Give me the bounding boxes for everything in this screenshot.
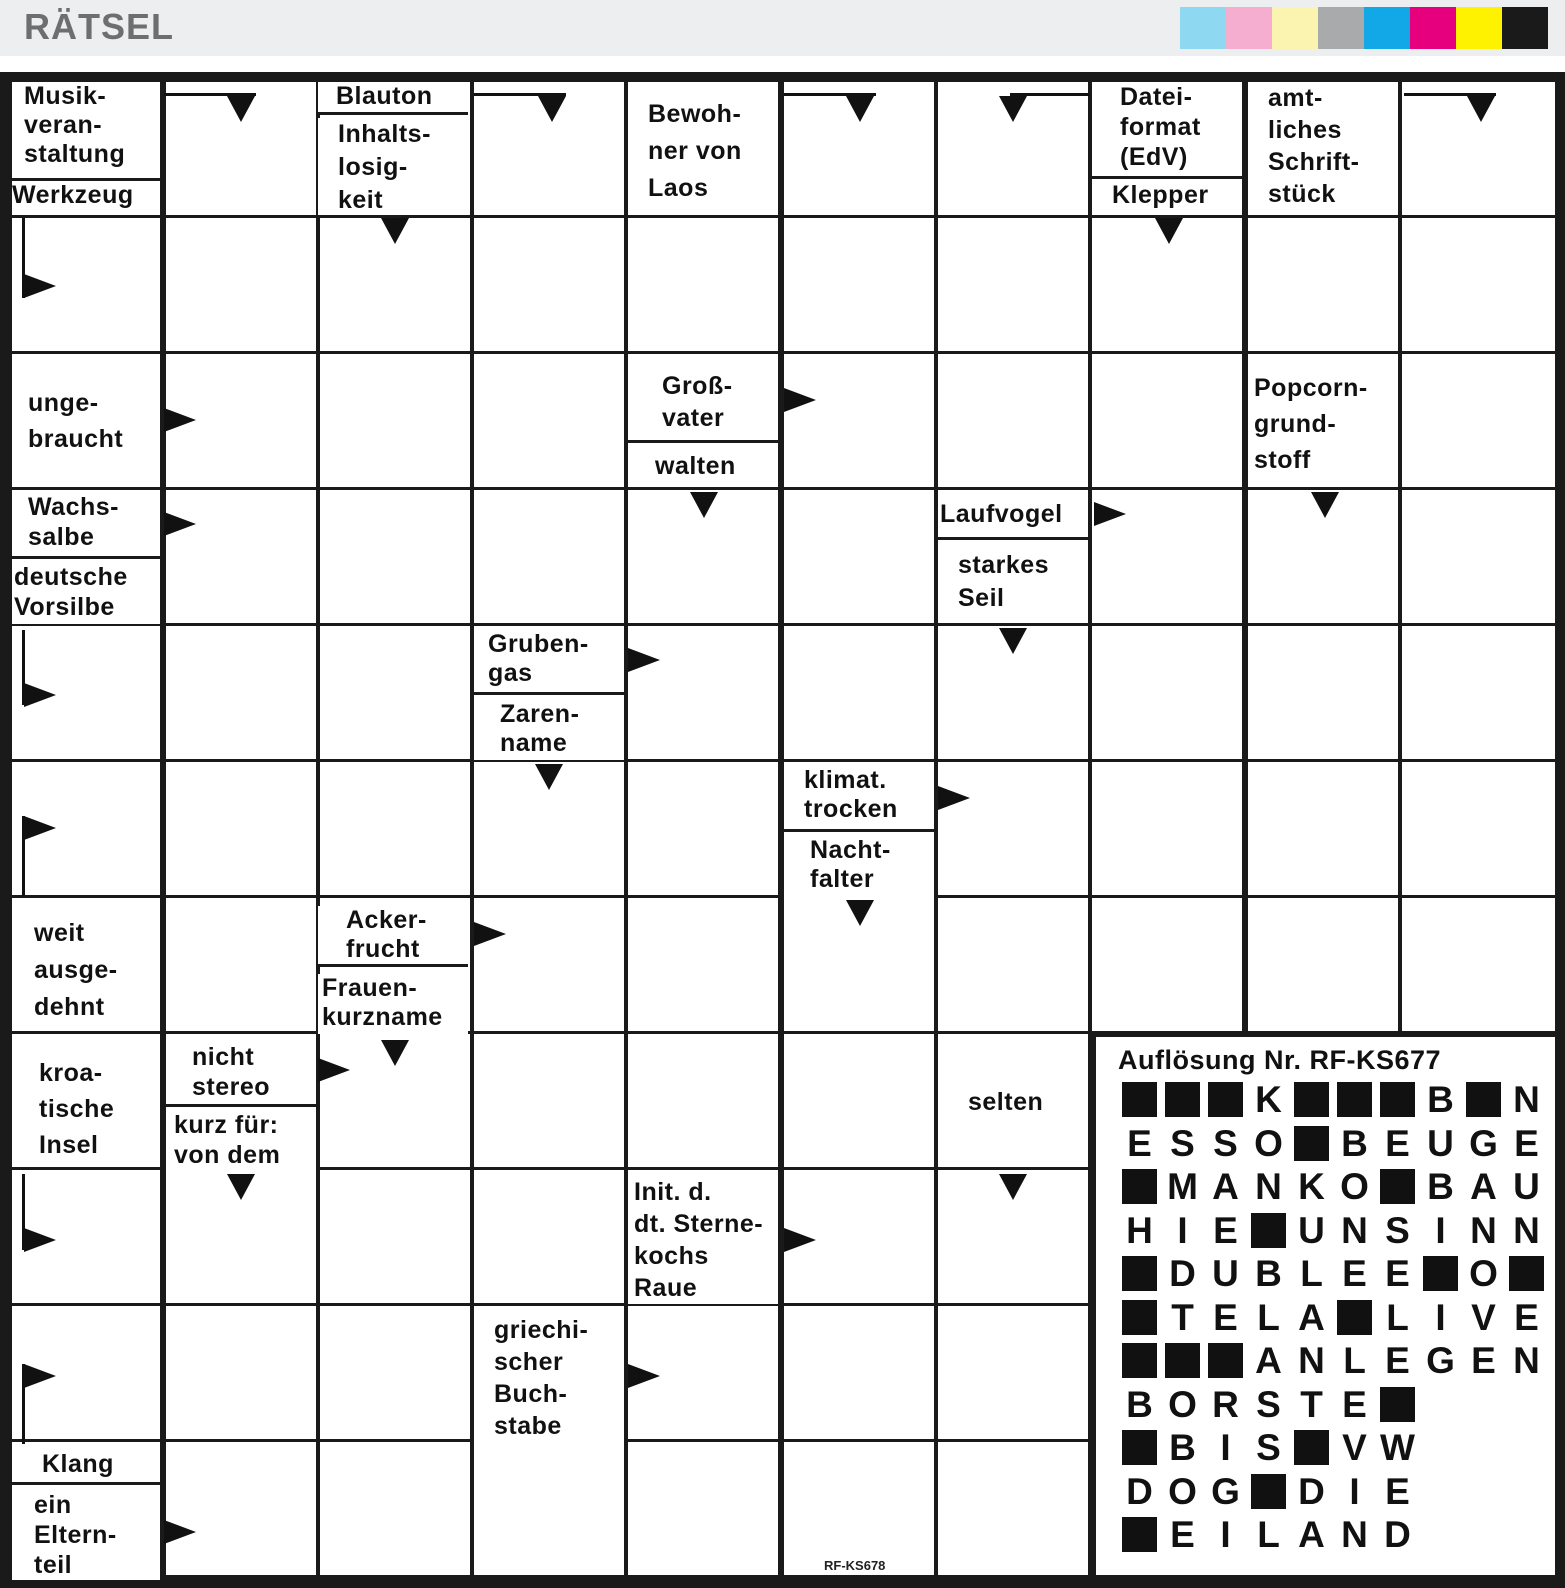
clue-divider bbox=[628, 440, 778, 443]
clue-divider bbox=[166, 1104, 316, 1107]
grid-cell[interactable] bbox=[938, 354, 1088, 487]
solution-letter: A bbox=[1470, 1166, 1497, 1207]
grid-cell[interactable] bbox=[1402, 218, 1555, 351]
grid-cell[interactable] bbox=[166, 1442, 316, 1575]
clue-ungebraucht: unge- braucht bbox=[12, 385, 160, 465]
arrow-down-icon bbox=[1155, 218, 1183, 244]
solution-row bbox=[1118, 1209, 1548, 1251]
grid-cell[interactable] bbox=[1092, 762, 1242, 895]
solution-letter: S bbox=[1256, 1383, 1281, 1425]
clue-nachtfalter: Nacht- falter bbox=[784, 836, 934, 898]
arrow-lead-line bbox=[22, 1364, 25, 1444]
grid-cell[interactable] bbox=[938, 898, 1088, 1031]
grid-cell[interactable] bbox=[938, 1442, 1088, 1575]
clue-ein-elternteil: ein Eltern- teil bbox=[12, 1490, 160, 1580]
solution-letter: E bbox=[1471, 1340, 1496, 1381]
solution-letter: M bbox=[1167, 1166, 1198, 1207]
clue-wachssalbe: Wachs- salbe bbox=[12, 492, 160, 554]
clue-klang: Klang bbox=[12, 1450, 160, 1482]
grid-cell[interactable] bbox=[784, 1034, 934, 1167]
grid-cell[interactable] bbox=[784, 218, 934, 351]
grid-cell[interactable] bbox=[320, 354, 470, 487]
arrow-lead-line bbox=[22, 816, 25, 896]
solution-black-square bbox=[1509, 1256, 1544, 1291]
grid-cell[interactable] bbox=[474, 1034, 624, 1167]
grid-cell[interactable] bbox=[1092, 354, 1242, 487]
solution-letter: W bbox=[1380, 1427, 1415, 1468]
color-swatch bbox=[1410, 7, 1456, 49]
solution-letter: R bbox=[1212, 1383, 1239, 1425]
solution-row bbox=[1118, 1470, 1419, 1512]
solution-letter: E bbox=[1170, 1514, 1195, 1555]
solution-letter: I bbox=[1435, 1209, 1446, 1251]
grid-cell[interactable] bbox=[1402, 354, 1555, 487]
grid-cell[interactable] bbox=[474, 1442, 624, 1575]
clue-divider bbox=[12, 556, 160, 559]
solution-letter: B bbox=[1427, 1166, 1454, 1207]
solution-letter: B bbox=[1341, 1122, 1368, 1164]
solution-letter: U bbox=[1212, 1253, 1239, 1294]
grid-cell[interactable] bbox=[938, 1306, 1088, 1439]
solution-letter: E bbox=[1127, 1122, 1152, 1164]
grid-cell[interactable] bbox=[320, 1170, 470, 1303]
solution-letter: O bbox=[1254, 1122, 1283, 1164]
grid-cell[interactable] bbox=[1402, 490, 1555, 623]
clue-griechischer-buchstabe: griechi- scher Buch- stabe bbox=[474, 1314, 624, 1442]
arrow-lead-line bbox=[22, 1174, 25, 1250]
arrow-right-icon bbox=[24, 683, 56, 707]
solution-letter: T bbox=[1171, 1296, 1194, 1338]
solution-black-square bbox=[1294, 1430, 1329, 1465]
clue-grossvater: Groß- vater bbox=[628, 370, 778, 438]
solution-letter: L bbox=[1257, 1514, 1280, 1555]
solution-letter: U bbox=[1513, 1166, 1540, 1207]
solution-letter: A bbox=[1212, 1166, 1239, 1207]
page-title: RÄTSEL bbox=[24, 6, 174, 47]
clue-inhaltslosigkeit: Inhalts- losig- keit bbox=[318, 118, 468, 215]
arrow-lead-line bbox=[784, 93, 876, 96]
solution-letter: E bbox=[1385, 1253, 1410, 1294]
grid-cell[interactable] bbox=[1248, 218, 1398, 351]
arrow-down-icon bbox=[690, 492, 718, 518]
solution-row bbox=[1118, 1427, 1419, 1468]
grid-cell[interactable] bbox=[784, 354, 934, 487]
solution-letter: B bbox=[1427, 1079, 1454, 1120]
solution-black-square bbox=[1122, 1256, 1157, 1291]
solution-black-square bbox=[1380, 1082, 1415, 1117]
solution-black-square bbox=[1165, 1082, 1200, 1117]
clue-dateiformat: Datei- format (EdV) bbox=[1092, 82, 1242, 175]
solution-letter: S bbox=[1385, 1209, 1410, 1251]
grid-cell[interactable] bbox=[938, 218, 1088, 351]
color-swatch bbox=[1272, 7, 1318, 49]
solution-letter: A bbox=[1298, 1296, 1325, 1338]
solution-letter: A bbox=[1255, 1340, 1282, 1381]
solution-black-square bbox=[1122, 1517, 1157, 1552]
solution-letter: T bbox=[1300, 1383, 1323, 1425]
arrow-down-icon bbox=[999, 96, 1027, 122]
arrow-down-icon bbox=[1311, 492, 1339, 518]
arrow-down-icon bbox=[1467, 96, 1495, 122]
solution-letter: E bbox=[1385, 1470, 1410, 1512]
color-swatch bbox=[1226, 7, 1272, 49]
arrow-lead-line bbox=[22, 218, 25, 298]
solution-letter: B bbox=[1255, 1253, 1282, 1294]
color-swatch bbox=[1502, 7, 1548, 49]
solution-letter: D bbox=[1169, 1253, 1196, 1294]
solution-letter: E bbox=[1342, 1253, 1367, 1294]
solution-row bbox=[1118, 1296, 1548, 1338]
solution-letter: E bbox=[1385, 1340, 1410, 1381]
arrow-right-icon bbox=[164, 512, 196, 536]
arrow-lead-line bbox=[1010, 93, 1090, 96]
grid-cell[interactable] bbox=[628, 898, 778, 1031]
solution-row bbox=[1118, 1166, 1548, 1207]
solution-letter: K bbox=[1298, 1166, 1325, 1207]
solution-row bbox=[1118, 1514, 1419, 1555]
clue-divider bbox=[784, 829, 934, 832]
solution-black-square bbox=[1294, 1126, 1329, 1161]
grid-cell[interactable] bbox=[166, 218, 316, 351]
solution-black-square bbox=[1251, 1213, 1286, 1248]
solution-black-square bbox=[1208, 1082, 1243, 1117]
solution-letter: S bbox=[1213, 1122, 1238, 1164]
grid-cell[interactable] bbox=[474, 490, 624, 623]
puzzle-code: RF-KS678 bbox=[824, 1558, 886, 1573]
arrow-right-icon bbox=[1094, 502, 1126, 526]
solution-black-square bbox=[1122, 1430, 1157, 1465]
arrow-down-icon bbox=[999, 628, 1027, 654]
color-swatch bbox=[1180, 7, 1226, 49]
solution-black-square bbox=[1337, 1300, 1372, 1335]
arrow-down-icon bbox=[381, 218, 409, 244]
arrow-right-icon bbox=[784, 1228, 816, 1252]
grid-cell[interactable] bbox=[166, 1306, 316, 1439]
grid-cell[interactable] bbox=[1402, 898, 1555, 1031]
grid-cell[interactable] bbox=[1092, 898, 1242, 1031]
solution-letter: L bbox=[1257, 1296, 1280, 1338]
solution-letter: I bbox=[1177, 1209, 1188, 1251]
clue-klepper: Klepper bbox=[1092, 181, 1242, 215]
arrow-right-icon bbox=[164, 408, 196, 432]
grid-cell[interactable] bbox=[474, 1170, 624, 1303]
solution-letter: I bbox=[1220, 1514, 1231, 1555]
solution-row bbox=[1118, 1340, 1548, 1381]
solution-letter: U bbox=[1298, 1209, 1325, 1251]
solution-letter: N bbox=[1298, 1340, 1325, 1381]
solution-letter: E bbox=[1385, 1122, 1410, 1164]
solution-row bbox=[1118, 1122, 1548, 1164]
clue-popcorn-grundstoff: Popcorn- grund- stoff bbox=[1248, 370, 1398, 480]
grid-cell[interactable] bbox=[628, 762, 778, 895]
solution-title: Auflösung Nr. RF-KS677 bbox=[1118, 1045, 1442, 1075]
grid-cell[interactable] bbox=[628, 1034, 778, 1167]
solution-letter: B bbox=[1169, 1427, 1196, 1468]
solution-black-square bbox=[1251, 1474, 1286, 1509]
arrow-lead-line bbox=[22, 630, 25, 705]
arrow-right-icon bbox=[628, 1364, 660, 1388]
clue-kroatische-insel: kroa- tische Insel bbox=[12, 1055, 160, 1165]
solution-letter: V bbox=[1471, 1296, 1496, 1338]
header-bar bbox=[0, 0, 1565, 56]
clue-divider bbox=[12, 1482, 160, 1485]
arrow-right-icon bbox=[628, 648, 660, 672]
grid-cell[interactable] bbox=[166, 490, 316, 623]
clue-init-sternekoch: Init. d. dt. Sterne- kochs Raue bbox=[628, 1176, 778, 1304]
solution-letter: L bbox=[1386, 1296, 1409, 1338]
grid-cell[interactable] bbox=[1402, 626, 1555, 759]
solution-letter: N bbox=[1513, 1079, 1540, 1120]
solution-letter: O bbox=[1168, 1470, 1197, 1512]
solution-letter: E bbox=[1514, 1122, 1539, 1164]
grid-cell[interactable] bbox=[320, 490, 470, 623]
grid-cell[interactable] bbox=[320, 626, 470, 759]
clue-grubengas: Gruben- gas bbox=[474, 630, 624, 692]
solution-black-square bbox=[1466, 1082, 1501, 1117]
clue-bewohner-laos: Bewoh- ner von Laos bbox=[628, 96, 778, 211]
solution-letter: N bbox=[1255, 1166, 1282, 1207]
solution-letter: O bbox=[1168, 1383, 1197, 1425]
arrow-down-icon bbox=[227, 1174, 255, 1200]
arrow-right-icon bbox=[24, 1364, 56, 1388]
grid-cell[interactable] bbox=[628, 218, 778, 351]
clue-musikveranstaltung: Musik- veran- staltung bbox=[12, 82, 160, 178]
solution-letter: U bbox=[1427, 1122, 1454, 1164]
solution-black-square bbox=[1208, 1343, 1243, 1378]
clue-laufvogel: Laufvogel bbox=[938, 500, 1088, 536]
solution-letter: D bbox=[1298, 1470, 1325, 1512]
grid-cell[interactable] bbox=[784, 490, 934, 623]
solution-letter: N bbox=[1470, 1209, 1497, 1251]
arrow-down-icon bbox=[846, 96, 874, 122]
solution-letter: E bbox=[1213, 1209, 1238, 1251]
solution-letter: I bbox=[1220, 1427, 1231, 1468]
color-calibration-strip bbox=[1180, 7, 1548, 49]
grid-cell[interactable] bbox=[1248, 762, 1398, 895]
grid-cell[interactable] bbox=[166, 762, 316, 895]
clue-selten: selten bbox=[938, 1088, 1088, 1122]
clue-amtliches-schriftstueck: amt- liches Schrift- stück bbox=[1248, 82, 1398, 213]
solution-black-square bbox=[1337, 1082, 1372, 1117]
solution-letter: G bbox=[1426, 1340, 1455, 1381]
solution-letter: A bbox=[1298, 1514, 1325, 1555]
clue-deutsche-vorsilbe: deutsche Vorsilbe bbox=[12, 562, 160, 624]
solution-letter: H bbox=[1126, 1209, 1153, 1251]
solution-letter: N bbox=[1513, 1340, 1540, 1381]
clue-blauton: Blauton bbox=[318, 82, 468, 112]
arrow-right-icon bbox=[24, 1228, 56, 1252]
solution-letter: S bbox=[1256, 1427, 1281, 1468]
grid-cell[interactable] bbox=[1248, 898, 1398, 1031]
clue-werkzeug: Werkzeug bbox=[12, 181, 160, 215]
clue-divider bbox=[1092, 176, 1242, 179]
solution-letter: E bbox=[1342, 1383, 1367, 1425]
grid-cell[interactable] bbox=[938, 762, 1088, 895]
solution-black-square bbox=[1380, 1387, 1415, 1422]
clue-walten: walten bbox=[628, 452, 778, 486]
grid-cell[interactable] bbox=[784, 1442, 934, 1575]
grid-cell[interactable] bbox=[784, 626, 934, 759]
solution-black-square bbox=[1294, 1082, 1329, 1117]
grid-cell[interactable] bbox=[320, 1442, 470, 1575]
solution-letter: N bbox=[1513, 1209, 1540, 1251]
clue-nicht-stereo: nicht stereo bbox=[166, 1042, 316, 1102]
grid-cell[interactable] bbox=[320, 762, 470, 895]
clue-kurz-fuer-von-dem: kurz für: von dem bbox=[166, 1110, 316, 1170]
arrow-down-icon bbox=[538, 96, 566, 122]
color-swatch bbox=[1318, 7, 1364, 49]
clue-weit-ausgedehnt: weit ausge- dehnt bbox=[12, 915, 160, 1025]
grid-cell[interactable] bbox=[1092, 626, 1242, 759]
solution-black-square bbox=[1380, 1169, 1415, 1204]
solution-letter: G bbox=[1211, 1470, 1240, 1512]
grid-cell[interactable] bbox=[784, 1306, 934, 1439]
clue-klimat-trocken: klimat. trocken bbox=[784, 766, 934, 828]
arrow-right-icon bbox=[24, 274, 56, 298]
clue-zarenname: Zaren- name bbox=[474, 700, 624, 760]
solution-row bbox=[1118, 1079, 1548, 1120]
color-swatch bbox=[1364, 7, 1410, 49]
solution-black-square bbox=[1165, 1343, 1200, 1378]
clue-ackerfrucht: Acker- frucht bbox=[318, 906, 468, 966]
grid-cell[interactable] bbox=[628, 626, 778, 759]
arrow-right-icon bbox=[164, 1520, 196, 1544]
arrow-down-icon bbox=[381, 1040, 409, 1066]
arrow-right-icon bbox=[784, 388, 816, 412]
solution-letter: N bbox=[1341, 1514, 1368, 1555]
solution-letter: I bbox=[1435, 1296, 1446, 1338]
grid-cell[interactable] bbox=[166, 626, 316, 759]
clue-divider bbox=[12, 178, 160, 181]
arrow-down-icon bbox=[227, 96, 255, 122]
arrow-lead-line bbox=[1404, 93, 1496, 96]
arrow-lead-line bbox=[474, 93, 566, 96]
grid-cell[interactable] bbox=[474, 218, 624, 351]
solution-black-square bbox=[1122, 1082, 1157, 1117]
clue-divider bbox=[474, 692, 624, 695]
arrow-right-icon bbox=[24, 816, 56, 840]
solution-letter: L bbox=[1300, 1253, 1323, 1294]
grid-cell[interactable] bbox=[474, 898, 624, 1031]
solution-letter: D bbox=[1126, 1470, 1153, 1512]
solution-letter: N bbox=[1341, 1209, 1368, 1251]
grid-cell[interactable] bbox=[628, 1442, 778, 1575]
clue-frauenkurzname: Frauen- kurzname bbox=[318, 974, 468, 1034]
grid-cell[interactable] bbox=[474, 354, 624, 487]
solution-letter: S bbox=[1170, 1122, 1195, 1164]
clue-divider bbox=[318, 964, 468, 967]
solution-letter: O bbox=[1469, 1253, 1498, 1294]
arrow-right-icon bbox=[474, 922, 506, 946]
arrow-down-icon bbox=[846, 900, 874, 926]
arrow-right-icon bbox=[318, 1058, 350, 1082]
clue-divider bbox=[938, 537, 1088, 540]
arrow-down-icon bbox=[999, 1174, 1027, 1200]
solution-letter: B bbox=[1126, 1383, 1153, 1425]
solution-letter: V bbox=[1342, 1427, 1367, 1468]
solution-black-square bbox=[1423, 1256, 1458, 1291]
clue-starkes-seil: starkes Seil bbox=[938, 549, 1088, 621]
solution-letter: I bbox=[1349, 1470, 1360, 1512]
solution-letter: L bbox=[1343, 1340, 1366, 1381]
grid-cell[interactable] bbox=[166, 898, 316, 1031]
solution-letter: E bbox=[1213, 1296, 1238, 1338]
grid-cell[interactable] bbox=[1402, 762, 1555, 895]
solution-black-square bbox=[1122, 1300, 1157, 1335]
solution-black-square bbox=[1122, 1169, 1157, 1204]
arrow-lead-line bbox=[164, 93, 256, 96]
solution-row bbox=[1118, 1383, 1419, 1425]
color-swatch bbox=[1456, 7, 1502, 49]
solution-black-square bbox=[1122, 1343, 1157, 1378]
grid-cell[interactable] bbox=[1248, 626, 1398, 759]
solution-letter: G bbox=[1469, 1122, 1498, 1164]
clue-divider bbox=[318, 112, 468, 115]
solution-letter: E bbox=[1514, 1296, 1539, 1338]
arrow-right-icon bbox=[938, 786, 970, 810]
solution-letter: D bbox=[1384, 1514, 1411, 1555]
arrow-down-icon bbox=[535, 764, 563, 790]
solution-letter: K bbox=[1255, 1079, 1282, 1120]
solution-letter: O bbox=[1340, 1166, 1369, 1207]
grid-cell[interactable] bbox=[320, 1306, 470, 1439]
solution-row bbox=[1118, 1253, 1548, 1294]
